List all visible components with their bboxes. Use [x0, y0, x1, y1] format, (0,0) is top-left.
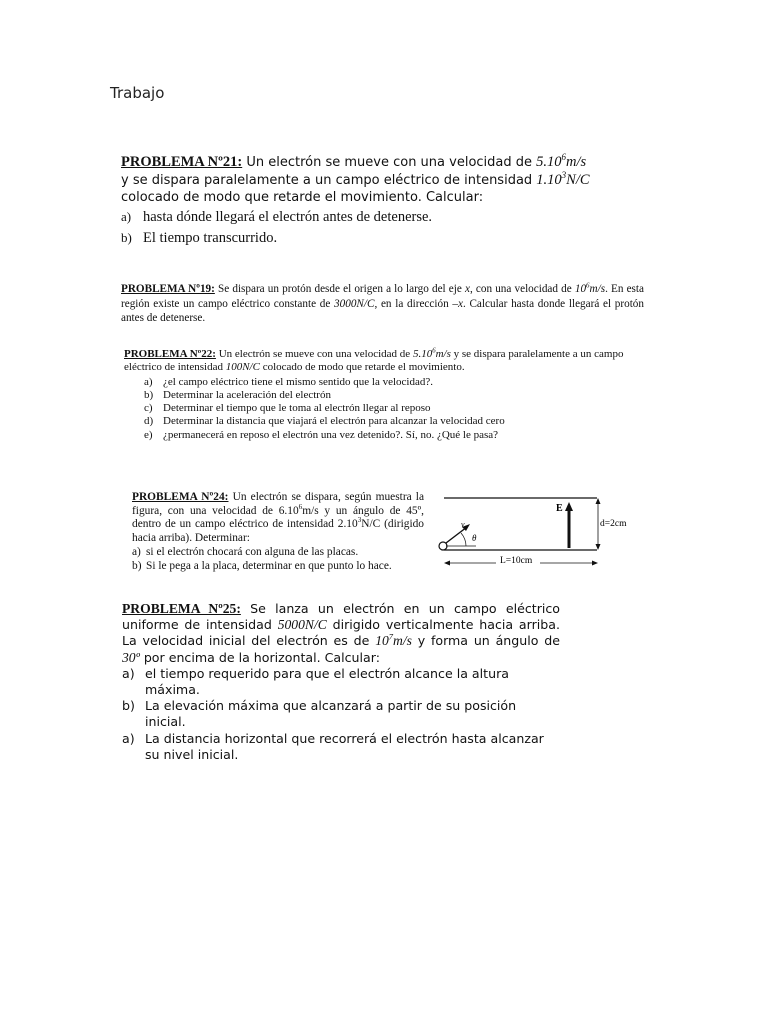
velocity-value: 5.10 [412, 348, 433, 360]
item-text: La distancia horizontal que recorrerá el electrón hasta alcanzar su nivel inicial. [145, 730, 544, 762]
field-exponent: 3 [561, 169, 567, 180]
length-arrow-left [444, 561, 450, 566]
item-letter: b) [121, 230, 132, 245]
statement-text: m/s y un ángulo de 45º, dentro de un campo eléctrico de intensidad 2.10 [132, 504, 424, 531]
velocity-exponent: 6 [432, 347, 436, 355]
problem-24 [132, 491, 424, 574]
item-text: el tiempo requerido para que el electrón alcance la altura máxima. [145, 665, 509, 698]
item-letter: b) [144, 388, 154, 401]
statement-text: Se dispara un protón desde el origen a lo largo del eje [214, 283, 465, 295]
problem-22 [124, 348, 634, 442]
problem-21-statement [121, 154, 591, 207]
angle-value: 30º [122, 649, 140, 665]
statement-text: Un electrón se mueve con una velocidad de [215, 348, 413, 360]
velocity-unit: m/s [589, 283, 606, 295]
statement-text: N/C (dirigido hacia arriba). Determinar: [132, 518, 424, 544]
velocity-exponent: 7 [388, 631, 394, 642]
velocity-unit: m/s [435, 348, 451, 360]
problem-22-items [124, 376, 634, 442]
problem-19 [121, 282, 644, 326]
statement-text: y se dispara paralelamente a un campo eléctrico de intensidad [121, 172, 537, 188]
item-text: Determinar el tiempo que le toma al electrón llegar al reposo [163, 402, 431, 415]
velocity-value: 10 [375, 633, 389, 649]
capacitor-plates-figure [432, 490, 632, 570]
item-letter: a) [121, 208, 132, 224]
item-text: El tiempo transcurrido. [143, 230, 278, 246]
statement-text: , con una velocidad de [469, 283, 575, 295]
statement-text: Un electrón se mueve con una velocidad de [242, 155, 537, 170]
statement-text: Se lanza un electrón en un campo eléctrico uniforme de intensidad [122, 601, 561, 633]
velocity-label: v₀ [461, 520, 468, 529]
angle-arc [461, 533, 466, 546]
item-text: Si le pega a la placa, determinar en que punto lo hace. [146, 559, 392, 572]
list-item [122, 731, 560, 763]
item-letter: d) [144, 415, 154, 428]
statement-text: , en la dirección [374, 297, 453, 310]
item-letter: e) [144, 428, 153, 441]
field-exponent: 3 [357, 516, 362, 525]
list-item [132, 560, 424, 574]
velocity-unit: m/s [566, 154, 587, 170]
gap-arrow-top [596, 498, 601, 504]
problem-22-heading: PROBLEMA Nº22: [124, 348, 216, 360]
item-letter: a) [132, 546, 141, 559]
list-item [122, 698, 560, 730]
list-item [144, 402, 634, 415]
item-text: ¿el campo eléctrico tiene el mismo sentido que la velocidad?. [163, 375, 434, 388]
problem-19-heading: PROBLEMA Nº19: [121, 283, 215, 295]
length-arrow-right [592, 561, 598, 566]
gap-label: d=2cm [600, 519, 627, 529]
angle-label: θ [472, 533, 477, 543]
electron [439, 542, 447, 550]
item-letter: b) [132, 559, 142, 572]
list-item [144, 389, 634, 402]
item-text: La elevación máxima que alcanzará a partir de su posición inicial. [145, 698, 517, 730]
item-letter: c) [144, 402, 153, 415]
problem-21-items [121, 208, 591, 248]
statement-text: . En esta región existe un campo eléctrico constante de [121, 283, 644, 310]
problem-25 [122, 601, 560, 763]
list-item [144, 415, 634, 428]
statement-text: colocado de modo que retarde el movimiento. [259, 361, 465, 374]
item-letter: b) [122, 698, 135, 714]
list-item [132, 546, 424, 560]
problem-25-items [122, 666, 560, 763]
list-item [122, 666, 560, 698]
velocity-value: 5.10 [536, 154, 562, 170]
problem-24-heading: PROBLEMA Nº24: [132, 491, 229, 503]
field-value: 100N/C [225, 361, 260, 374]
list-item [144, 376, 634, 389]
velocity-vector [446, 527, 467, 543]
list-item [144, 429, 634, 442]
item-text: ¿permanecerá en reposo el electrón una vez detenido?. Sí, no. ¿Qué le pasa? [163, 428, 499, 441]
statement-text: Un electrón se dispara, según muestra la figura, con una velocidad de 6.10 [132, 491, 425, 517]
item-letter: a) [122, 665, 135, 681]
item-text: hasta dónde llegará el electrón antes de detenerse. [143, 208, 433, 225]
gap-arrow-bottom [596, 544, 601, 550]
statement-text: y se dispara paralelamente a un campo eléctrico de intensidad [124, 348, 624, 374]
problem-21 [121, 154, 591, 251]
problem-24-statement [132, 491, 424, 545]
velocity-value: 10 [574, 283, 587, 295]
problem-22-statement [124, 348, 634, 375]
axis-label: x [464, 283, 470, 295]
problem-25-heading: PROBLEMA Nº25: [122, 601, 241, 616]
length-label: L=10cm [500, 556, 533, 566]
item-letter: a) [122, 730, 135, 746]
velocity-exponent: 6 [298, 502, 303, 511]
list-item [121, 208, 591, 227]
direction-value: –x [452, 297, 463, 310]
velocity-exponent: 6 [586, 281, 590, 290]
item-text: Determinar la distancia que viajará el electrón para alcanzar la velocidad cero [163, 415, 505, 428]
problem-24-items [132, 546, 424, 573]
item-letter: a) [144, 375, 153, 388]
statement-text: colocado de modo que retarde el movimiento. Calcular: [121, 190, 484, 205]
problem-21-heading: PROBLEMA Nº21: [121, 154, 243, 170]
statement-text: dirigido verticalmente hacia arriba. La velocidad inicial del electrón es de [122, 617, 560, 649]
item-text: si el electrón chocará con alguna de las placas. [146, 546, 359, 559]
field-unit: N/C [566, 171, 590, 188]
statement-text: por encima de la horizontal. Calcular: [139, 649, 380, 665]
field-value: 5000N/C [277, 617, 327, 633]
velocity-unit: m/s [393, 633, 412, 649]
statement-text: y forma un ángulo de [411, 633, 560, 649]
field-label: E [556, 503, 563, 514]
field-value: 3000N/C [334, 297, 375, 310]
page-title: Trabajo [110, 84, 165, 102]
field-value: 1.10 [536, 171, 562, 188]
list-item [121, 229, 591, 248]
velocity-exponent: 6 [561, 152, 567, 163]
problem-25-statement [122, 601, 560, 666]
field-arrow-head [565, 502, 573, 511]
statement-text: . Calcular hasta donde llegará el protón antes de detenerse. [121, 297, 644, 324]
item-text: Determinar la aceleración del electrón [163, 388, 331, 401]
